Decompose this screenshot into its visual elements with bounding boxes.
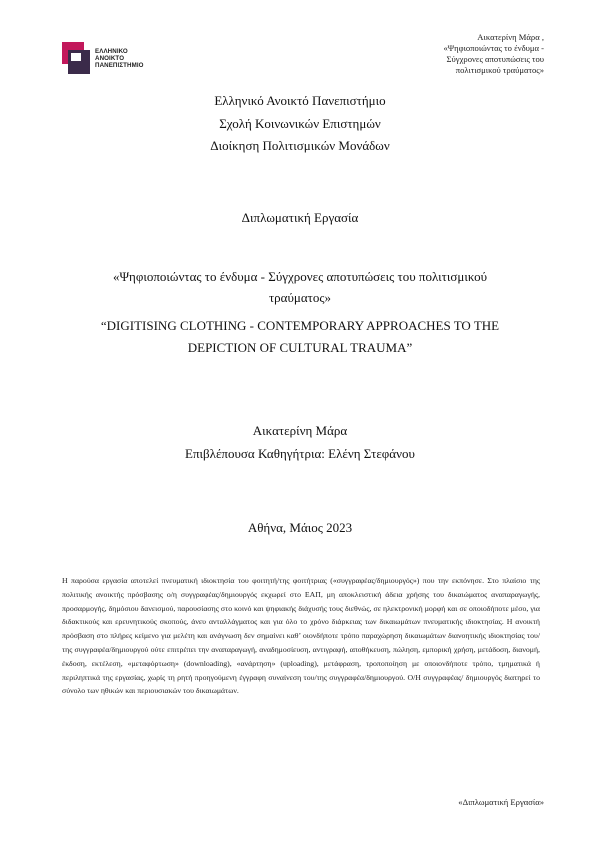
- author-block: [0, 419, 600, 465]
- institution-block: [0, 90, 600, 158]
- thesis-title-greek: «Ψηφιοποιώντας το ένδυμα - Σύγχρονες αποτυπώσεις του πολιτισμικού τραύματος»: [112, 269, 488, 305]
- logo-wordmark: [95, 48, 144, 69]
- eap-logo-icon: [62, 42, 90, 74]
- running-header-line-1: Αικατερίνη Μάρα ,: [477, 32, 544, 42]
- running-header: [404, 32, 544, 76]
- thesis-type: Διπλωματική Εργασία: [241, 210, 359, 225]
- copyright-notice: Η παρούσα εργασία αποτελεί πνευματική ιδιοκτησία του φοιτητή/της φοιτήτριας («συγγραφέας/δημιουργός») που την εκπόνησε. Στο πλαίσιο της πολιτικής ανοικτής πρόσβασης ο/η συγγραφέας/δημιουργός εκχωρεί στο ΕΑΠ, μη αποκλειστική άδεια χρήσης του δικαιώματος αναπαραγωγής, προσαρμογής, δημόσιου δανεισμού, παρουσίασης στο κοινό και ψηφιακής διάχυσής τους διεθνώς, σε ηλεκτρονική μορφή και σε οποιοδήποτε μέσο, για διδακτικούς και ερευνητικούς σκοπούς, άνευ ανταλλάγματος και για όλο το χρόνο διάρκειας των δικαιωμάτων πνευματικής ιδιοκτησίας. Η ανοικτή πρόσβαση στο πλήρες κείμενο για μελέτη και ανάγνωση δεν σημαίνει καθ’ οιονδήποτε τρόπο παραχώρηση δικαιωμάτων διανοητικής ιδιοκτησίας του/της συγγραφέα/δημιουργού ούτε επιτρέπει την αναπαραγωγή, αναδημοσίευση, αντιγραφή, αποθήκευση, πώληση, εμπορική χρήση, μετάδοση, διανομή, έκδοση, εκτέλεση, «μεταφόρτωση» (downloading), «ανάρτηση» (uploading), μετάφραση, τροποποίηση με οποιονδήποτε τρόπο, τμηματικά ή περιληπτικά της εργασίας, χωρίς τη ρητή προηγούμενη έγγραφη συναίνεση του/της συγγραφέα/δημιουργού. Ο/Η συγγραφέας/ δημιουργός διατηρεί το σύνολο των ηθικών και περιουσιακών του δικαιωμάτων.: [62, 576, 540, 696]
- logo-line-3: ΠΑΝΕΠΙΣΤΗΜΙΟ: [95, 61, 144, 69]
- footer-note: «Διπλωματική Εργασία»: [458, 797, 544, 807]
- place-date: Αθήνα, Μάιος 2023: [247, 520, 353, 535]
- author-name: Αικατερίνη Μάρα: [252, 423, 348, 438]
- supervisor: Επιβλέπουσα Καθηγήτρια: Ελένη Στεφάνου: [185, 446, 415, 461]
- school-name: Σχολή Κοινωνικών Επιστημών: [219, 115, 381, 131]
- logo-line-1: ΕΛΛΗΝΙΚΟ: [95, 47, 128, 55]
- running-header-line-4: πολιτισμικού τραύματος»: [455, 65, 544, 75]
- program-name: Διοίκηση Πολιτισμικών Μονάδων: [210, 138, 390, 153]
- university-logo: [62, 42, 144, 74]
- university-name: Ελληνικό Ανοικτό Πανεπιστήμιο: [214, 93, 386, 108]
- thesis-title-english: “DIGITISING CLOTHING - CONTEMPORARY APPROACHES TO THE DEPICTION OF CULTURAL TRAUMA”: [100, 318, 500, 355]
- running-header-line-3: Σύγχρονες αποτυπώσεις του: [446, 54, 544, 64]
- logo-line-2: ΑΝΟΙΚΤΟ: [95, 54, 125, 62]
- running-header-line-2: «Ψηφιοποιώντας το ένδυμα -: [443, 43, 544, 53]
